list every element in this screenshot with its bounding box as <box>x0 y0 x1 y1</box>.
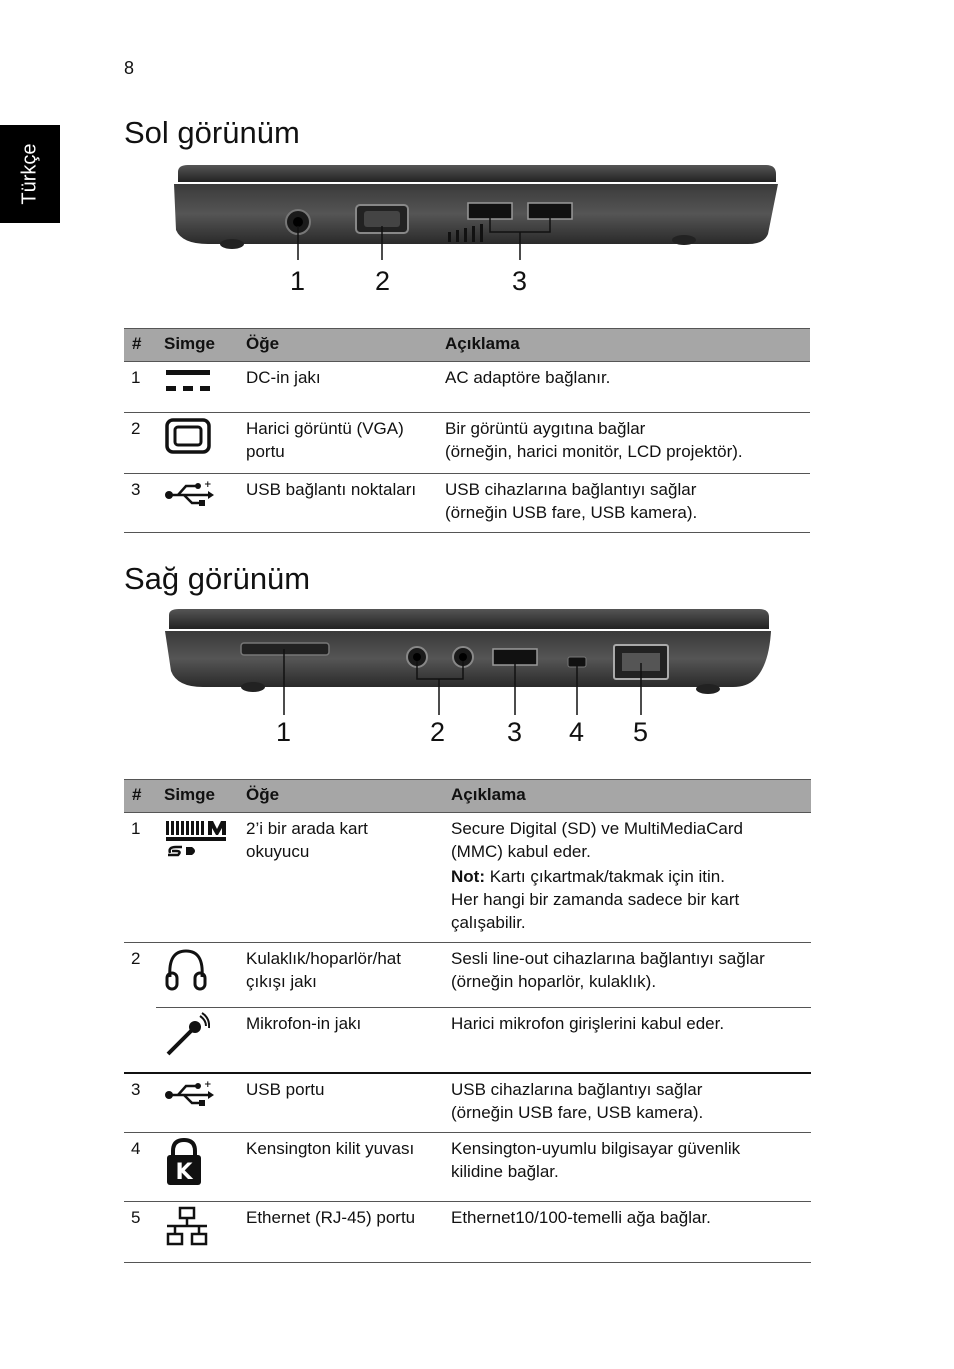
microphone-icon <box>164 1012 210 1058</box>
dc-in-icon <box>164 366 212 398</box>
row-description-cont: (örneğin USB fare, USB kamera). <box>445 503 698 522</box>
vga-icon <box>164 417 212 455</box>
row-description-cont: (örneğin, harici monitör, LCD projektör). <box>445 442 743 461</box>
row-item: Ethernet (RJ-45) portu <box>246 1208 416 1227</box>
row-description: USB cihazlarına bağlantıyı sağlar <box>451 1080 703 1099</box>
row-number: 2 <box>131 949 141 968</box>
left-view-title: Sol görünüm <box>124 115 300 150</box>
page-number: 8 <box>124 58 135 78</box>
usb-icon <box>164 478 214 508</box>
header-description: Açıklama <box>437 329 810 362</box>
row-description: Kensington-uyumlu bilgisayar güvenlik <box>451 1139 741 1158</box>
header-number: # <box>124 329 156 362</box>
table-row <box>124 362 810 413</box>
row-description-cont: (örneğin hoparlör, kulaklık). <box>451 972 657 991</box>
row-item: Mikrofon-in jakı <box>246 1014 362 1033</box>
row-description: Harici mikrofon girişlerini kabul eder. <box>451 1014 725 1033</box>
row-number: 5 <box>124 1202 156 1263</box>
header-icon: Simge <box>156 780 238 813</box>
row-item: 2’i bir arada kart <box>246 819 368 838</box>
note-text-cont: Her hangi bir zamanda sadece bir kart <box>451 890 740 909</box>
note-label: Not: <box>451 867 485 886</box>
headphones-icon <box>164 947 208 993</box>
header-description: Açıklama <box>443 780 811 813</box>
row-item: USB bağlantı noktaları <box>246 480 417 499</box>
row-description: Bir görüntü aygıtına bağlar <box>445 419 646 438</box>
header-icon: Simge <box>156 329 238 362</box>
table-row <box>124 813 811 943</box>
row-item-cont: okuyucu <box>246 842 310 861</box>
left-callout-2: 2 <box>375 266 391 296</box>
right-view-title: Sağ görünüm <box>124 561 311 596</box>
left-callout-1: 1 <box>290 266 306 296</box>
table-row <box>124 1008 811 1074</box>
row-item: USB portu <box>246 1080 325 1099</box>
table-header-row <box>124 329 810 362</box>
svg-text:K: K <box>175 1160 193 1185</box>
right-callout-2: 2 <box>430 717 446 747</box>
right-view-table <box>124 779 811 1263</box>
row-description-cont: (MMC) kabul eder. <box>451 842 591 861</box>
row-item: Kensington kilit yuvası <box>246 1139 415 1158</box>
table-header-row <box>124 780 811 813</box>
left-callout-3: 3 <box>512 266 528 296</box>
header-item: Öğe <box>238 329 437 362</box>
row-item: DC-in jakı <box>246 368 321 387</box>
sd-mmc-icon <box>164 817 228 857</box>
table-row <box>124 474 810 533</box>
right-callout-1: 1 <box>276 717 292 747</box>
row-description-cont: (örneğin USB fare, USB kamera). <box>451 1103 704 1122</box>
table-row <box>124 943 811 1008</box>
svg-text:+: + <box>204 480 212 490</box>
row-description-cont: kilidine bağlar. <box>451 1162 559 1181</box>
right-callout-4: 4 <box>569 717 585 747</box>
table-row <box>124 1202 811 1263</box>
ethernet-icon <box>164 1206 210 1248</box>
row-number: 3 <box>124 1073 156 1133</box>
right-callout-5: 5 <box>633 717 649 747</box>
laptop-left-side-image <box>168 160 782 260</box>
row-description: Sesli line-out cihazlarına bağlantıyı sağlar <box>451 949 765 968</box>
row-number: 4 <box>124 1133 156 1202</box>
right-callout-3: 3 <box>507 717 523 747</box>
header-item: Öğe <box>238 780 443 813</box>
laptop-right-side-image <box>163 605 777 715</box>
row-item: Harici görüntü (VGA) <box>246 419 404 438</box>
header-number: # <box>124 780 156 813</box>
row-description: Secure Digital (SD) ve MultiMediaCard <box>451 819 743 838</box>
row-number: 1 <box>124 813 156 943</box>
left-view-table <box>124 328 810 533</box>
row-number: 1 <box>124 362 156 413</box>
row-description: Ethernet10/100-temelli ağa bağlar. <box>451 1208 711 1227</box>
row-item-cont: çıkışı jakı <box>246 972 317 991</box>
kensington-lock-icon <box>164 1137 204 1187</box>
row-description: USB cihazlarına bağlantıyı sağlar <box>445 480 697 499</box>
row-number: 3 <box>124 474 156 533</box>
row-description: AC adaptöre bağlanır. <box>445 368 611 387</box>
usb-icon <box>164 1078 214 1108</box>
row-item-cont: portu <box>246 442 285 461</box>
language-tab-label: Türkçe <box>18 143 41 205</box>
table-row <box>124 1073 811 1133</box>
note-text-cont: çalışabilir. <box>451 913 526 932</box>
table-row <box>124 1133 811 1202</box>
note-text: Kartı çıkartmak/takmak için itin. <box>489 867 725 886</box>
language-tab <box>0 125 60 223</box>
row-number: 2 <box>124 413 156 474</box>
svg-text:+: + <box>204 1080 212 1090</box>
row-item: Kulaklık/hoparlör/hat <box>246 949 401 968</box>
table-row <box>124 413 810 474</box>
row-note <box>451 865 803 888</box>
